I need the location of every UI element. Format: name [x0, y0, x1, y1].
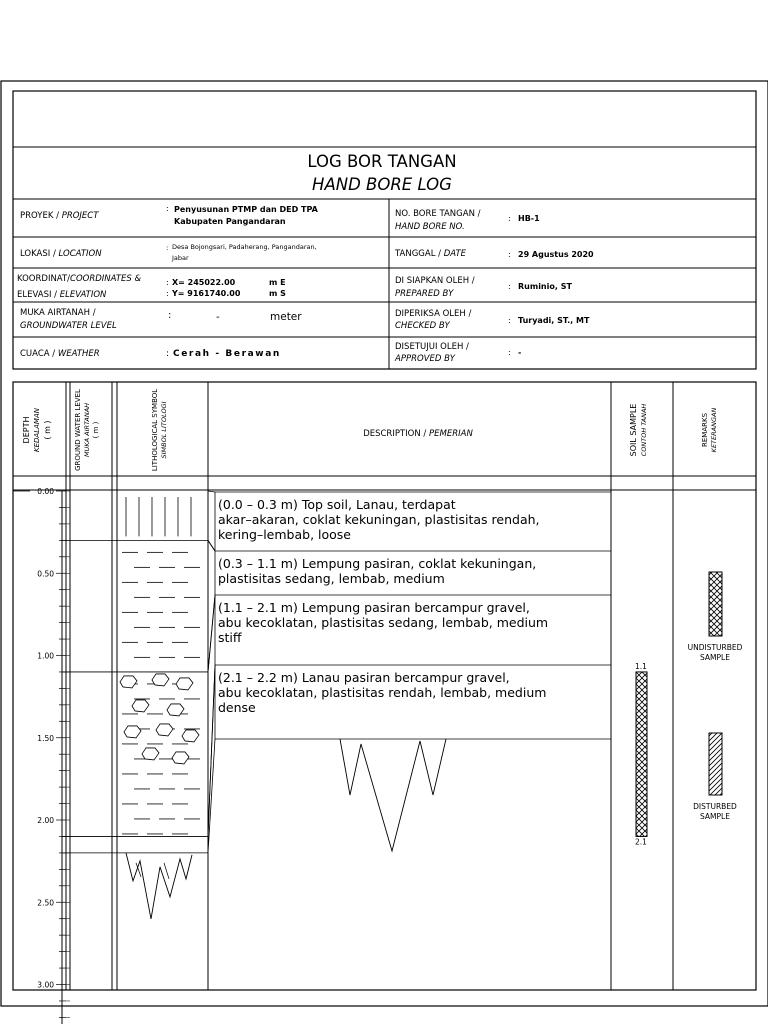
- svg-text::: :: [168, 310, 172, 321]
- disturbed-label-2: SAMPLE: [700, 812, 730, 821]
- description-line: (1.1 – 2.1 m) Lempung pasiran bercampur gravel,: [218, 600, 530, 615]
- lith-pebble: [132, 700, 149, 712]
- svg-text::: :: [166, 204, 169, 213]
- depth-scale: [13, 487, 70, 1024]
- col-depth-label: DEPTH: [22, 416, 31, 444]
- layer-boundaries: [62, 540, 208, 853]
- description-leader: [208, 595, 215, 672]
- lithology-symbols: [120, 497, 200, 919]
- checked-label: DIPERIKSA OLEH /: [395, 309, 472, 319]
- coordinates-label: KOORDINAT/COORDINATES &: [17, 274, 142, 284]
- weather-label: CUACA / WEATHER: [20, 349, 100, 359]
- location-label: LOKASI / LOCATION: [20, 249, 102, 259]
- description-line: stiff: [218, 630, 242, 645]
- svg-text::: :: [508, 316, 511, 325]
- description-leader: [208, 491, 215, 492]
- description-line: kering–lembab, loose: [218, 527, 351, 542]
- lith-pebble: [156, 724, 173, 736]
- lith-pebble: [142, 748, 159, 760]
- lith-mark: [126, 853, 192, 919]
- col-lith-label: LITHOLOGICAL SYMBOL: [151, 388, 159, 472]
- depth-tick-label: 3.00: [37, 980, 54, 990]
- description-line: abu kecoklatan, plastisitas sedang, lembab, medium: [218, 615, 549, 630]
- description-leader: [208, 540, 215, 551]
- end-of-hole-profile: [340, 739, 446, 851]
- bore-no-label-en: HAND BORE NO.: [395, 222, 465, 232]
- coord-y-unit: m S: [269, 289, 286, 298]
- lith-pebble: [182, 730, 199, 742]
- col-gwl-label: GROUND WATER LEVEL: [74, 389, 82, 471]
- col-depth-label-id: KEDALAMAN: [33, 408, 41, 452]
- approved-value: -: [518, 348, 522, 357]
- sample-to-label: 2.1: [635, 837, 647, 847]
- layer-descriptions: [208, 491, 611, 853]
- prepared-label: DI SIAPKAN OLEH /: [395, 276, 475, 286]
- svg-text::: :: [508, 348, 511, 357]
- depth-tick-label: 0.50: [37, 569, 54, 579]
- lith-pebble: [176, 678, 193, 690]
- depth-tick-label: 0.00: [37, 487, 54, 496]
- col-sample-label: SOIL SAMPLE: [629, 403, 638, 457]
- col-remarks-label-id: KETERANGAN: [710, 407, 718, 453]
- svg-text::: :: [508, 214, 511, 223]
- elevation-label: ELEVASI / ELEVATION: [17, 290, 107, 300]
- approved-label: DISETUJUI OLEH /: [395, 342, 469, 352]
- svg-text::: :: [508, 282, 511, 291]
- lith-clay-gravel: [120, 674, 200, 834]
- soil-sample-column: [635, 662, 647, 847]
- title-line1: LOG BOR TANGAN: [307, 152, 457, 171]
- layer-description: [208, 595, 611, 836]
- svg-text::: :: [166, 278, 169, 287]
- depth-tick-label: 1.50: [37, 733, 54, 743]
- groundwater-value: -: [216, 312, 220, 323]
- groundwater-label: MUKA AIRTANAH /: [20, 308, 96, 318]
- depth-tick-label: 2.00: [37, 816, 54, 825]
- approved-label-en: APPROVED BY: [395, 354, 455, 364]
- description-line: dense: [218, 700, 256, 715]
- lith-pebble: [124, 726, 141, 738]
- location-value-1: Desa Bojongsari, Padaherang, Pangandaran,: [172, 243, 317, 251]
- coord-x-unit: m E: [269, 278, 286, 287]
- groundwater-unit: meter: [270, 311, 302, 323]
- lith-clay: [122, 552, 200, 657]
- layer-description: [208, 491, 611, 551]
- description-line: plastisitas sedang, lembab, medium: [218, 571, 445, 586]
- header-box: [13, 91, 756, 369]
- col-sample-label-id: CONTOH TANAH: [640, 403, 648, 457]
- svg-text::: :: [166, 289, 169, 298]
- location-value-2: Jabar: [172, 254, 189, 262]
- layer-description: [208, 665, 611, 853]
- undisturbed-label-2: SAMPLE: [700, 653, 730, 662]
- sample-from-label: 1.1: [635, 661, 647, 671]
- col-lith-label-id: SIMBOL LITOLOGI: [160, 401, 168, 459]
- svg-text::: :: [166, 244, 169, 252]
- project-value-2: Kabupaten Pangandaran: [174, 217, 286, 226]
- disturbed-label-1: DISTURBED: [693, 802, 737, 811]
- prepared-label-en: PREPARED BY: [395, 289, 454, 299]
- date-label: TANGGAL / DATE: [395, 249, 467, 259]
- svg-text::: :: [508, 250, 511, 259]
- title-line2: HAND BORE LOG: [312, 175, 452, 194]
- description-line: (0.0 – 0.3 m) Top soil, Lanau, terdapat: [218, 497, 456, 512]
- prepared-value: Ruminio, ST: [518, 282, 572, 291]
- lith-mark: [164, 863, 169, 879]
- date-value: 29 Agustus 2020: [518, 250, 594, 259]
- description-line: (2.1 – 2.2 m) Lanau pasiran bercampur gravel,: [218, 670, 510, 685]
- project-value-1: Penyusunan PTMP dan DED TPA: [174, 205, 318, 214]
- checked-value: Turyadi, ST., MT: [518, 316, 590, 325]
- sheet-border: [1, 81, 768, 1006]
- project-label: PROYEK / PROJECT: [20, 211, 99, 221]
- col-description-label: DESCRIPTION / PEMERIAN: [363, 429, 473, 439]
- weather-value: Cerah - Berawan: [173, 349, 281, 359]
- lith-pebble: [152, 674, 169, 686]
- undisturbed-label-1: UNDISTURBED: [687, 643, 743, 652]
- col-gwl-label-id: MUKA AIRTANAH: [83, 402, 91, 458]
- description-line: abu kecoklatan, plastisitas rendah, lembab, medium: [218, 685, 547, 700]
- svg-text::: :: [166, 349, 170, 359]
- col-gwl-unit: ( m ): [92, 421, 100, 439]
- checked-label-en: CHECKED BY: [395, 321, 450, 331]
- description-line: (0.3 – 1.1 m) Lempung pasiran, coklat kekuningan,: [218, 556, 537, 571]
- undisturbed-sample-interval: [636, 672, 647, 837]
- bore-no-value: HB-1: [518, 214, 540, 223]
- col-remarks-label: REMARKS: [701, 412, 709, 448]
- lith-pebble: [120, 676, 137, 688]
- depth-tick-label: 1.00: [37, 651, 54, 661]
- depth-tick-label: 2.50: [37, 898, 54, 908]
- coord-y: Y= 9161740.00: [172, 289, 241, 298]
- lith-pebble: [172, 752, 189, 764]
- lith-topsoil: [126, 497, 191, 536]
- coord-x: X= 245022.00: [172, 278, 236, 287]
- undisturbed-sample-symbol: [709, 572, 722, 636]
- col-depth-unit: ( m ): [43, 420, 52, 440]
- bore-no-label: NO. BORE TANGAN /: [395, 209, 481, 219]
- groundwater-label-en: GROUNDWATER LEVEL: [20, 321, 117, 331]
- disturbed-sample-symbol: [709, 733, 722, 795]
- description-line: akar–akaran, coklat kekuningan, plastisitas rendah,: [218, 512, 540, 527]
- lith-silt-gravel: [126, 853, 192, 919]
